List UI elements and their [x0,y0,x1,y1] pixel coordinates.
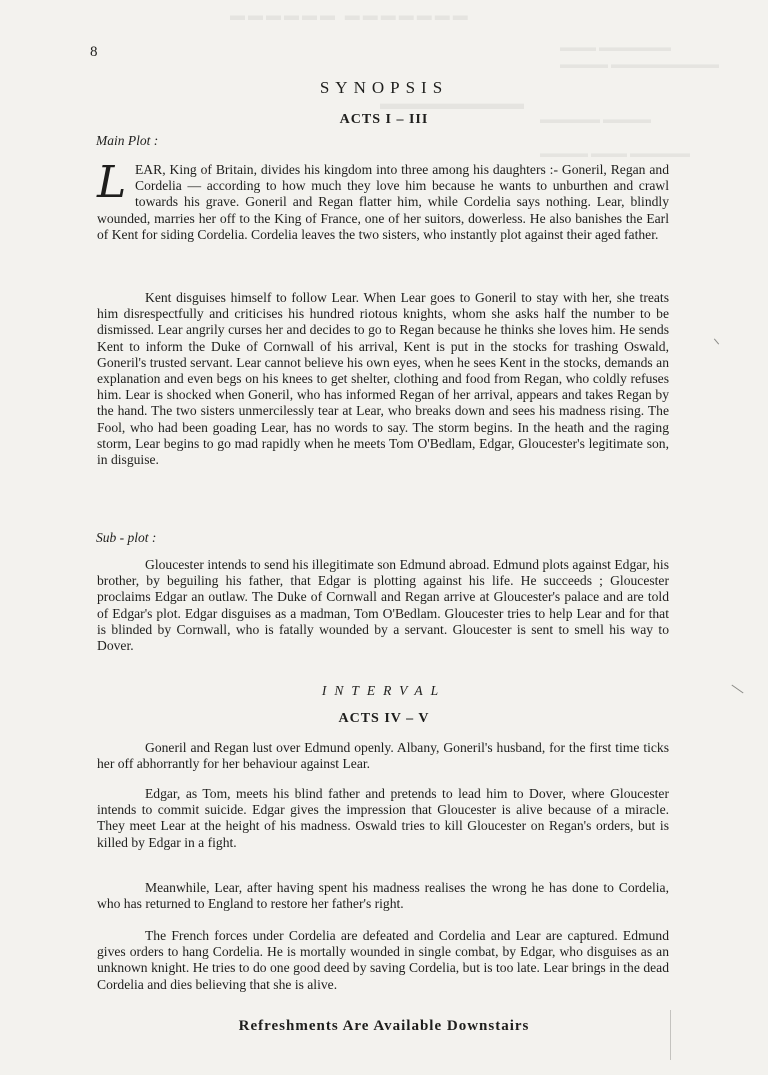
footer-notice: Refreshments Are Available Downstairs [238,1018,530,1034]
paragraph-text: Gloucester intends to send his illegitimate son Edmund abroad. Edmund plots against Edgar, his brother, by beguiling his father, that Edgar is plotting against his life. He succeeds ; Gloucester proclaims Edgar an outlaw. The Duke of Cornwall and Regan arrive at Gloucester's palace and are told of Edgar's plot. Edgar disguises as a madman, Tom O'Bedlam. Gloucester tries to help Lear and for that is blinded by Cornwall, who is fatally wounded by a servant. Gloucester is sent to smell his way to Dover. [97,557,669,654]
bleed-through-decoration: ▬▬▬▬ ▬▬▬▬▬▬▬▬▬ [560,57,719,71]
drop-cap-letter: L [97,157,127,208]
sub-plot-paragraph [97,557,669,654]
bleed-through-decoration: ▬▬▬▬▬ ▬▬▬▬ [540,112,651,126]
paragraph-text: Edgar, as Tom, meets his blind father and pretends to lead him to Dover, where Gloucester intends to commit suicide. Edgar gives the impression that Gloucester is alive because of a miracle. They meet Lear at the height of his madness. Oswald tries to kill Gloucester on Regan's orders, but is killed by Edgar in a fight. [97,786,669,850]
stray-mark [670,1010,671,1060]
bleed-through-decoration: ▬▬▬▬ ▬▬▬ ▬▬▬▬▬ [540,146,690,160]
bleed-through-decoration: ▬▬▬▬▬▬▬▬ [380,93,524,113]
acts-i-iii-heading: ACTS I – III [339,112,429,127]
paragraph-text: Goneril and Regan lust over Edmund openly. Albany, Goneril's husband, for the first time ticks her off abhorrantly for her behaviour against Lear. [97,740,669,772]
main-plot-paragraph-2 [97,290,669,468]
paragraph-text: Meanwhile, Lear, after having spent his madness realises the wrong he has done to Cordelia, who has returned to England to restore her father's right. [97,880,669,912]
bleed-through-decoration: ▬▬▬▬▬▬ ▬▬▬▬▬▬▬ [230,8,471,24]
paragraph-text: The French forces under Cordelia are defeated and Cordelia and Lear are captured. Edmund gives orders to hang Cordelia. He is mortally wounded in single combat, by Edgar, who disguises as an unknown knight. He tries to do one good deed by saving Cordelia, but is too late. Lear brings in the dead Cordelia and dies believing that she is alive. [97,928,669,992]
paragraph-text: EAR, King of Britain, divides his kingdom into three among his daughters :- Goneril, Regan and Cordelia — according to how much they love him because he wants to unburthen and crawl towards his grave. Goneril and Regan flatter him, while Cordelia says nothing. Lear, blindly wounded, marries her off to the King of France, one of her suitors, dowerless. He also banishes the Earl of Kent for siding Cordelia. Cordelia leaves the two sisters, who instantly plot against their aged father. [97,162,669,242]
acts-iv-v-heading: ACTS IV – V [338,711,430,726]
stray-mark [714,338,719,344]
main-plot-label: Main Plot : [96,133,159,148]
acts-iv-v-paragraph-1 [97,740,669,772]
acts-iv-v-paragraph-3 [97,880,669,912]
acts-iv-v-paragraph-2 [97,786,669,851]
acts-iv-v-paragraph-4 [97,928,669,993]
paragraph-text: Kent disguises himself to follow Lear. When Lear goes to Goneril to stay with her, she treats him disrespectfully and criticises his hundred riotous knights, whom she asks half the number to be dismissed. Lear angrily curses her and decides to go to Regan because he thinks she loves him. He sends Kent to inform the Duke of Cornwall of his arrival, Kent is put in the stocks for trashing Oswald, Goneril's trusted servant. Lear cannot believe his own eyes, when he sees Kent in the stocks, demands an explanation and even begs on his knees to get shelter, clothing and food from Regan, who coldly refuses him. Lear is shocked when Goneril, who has informed Regan of her arrival, appears and takes Regan by the hand. The two sisters unmercilessly tear at Lear, who breaks down and sees his madness rising. The Fool, who had been goading Lear, has no words to say. The storm begins. In the heath and the raging storm, Lear begins to go mad rapidly when he meets Tom O'Bedlam, Edgar, Gloucester's legitimate son, in disguise. [97,290,669,468]
bleed-through-decoration: ▬▬▬ ▬▬▬▬▬▬ [560,40,671,54]
main-plot-paragraph-1 [97,157,669,243]
page-number: 8 [90,44,98,60]
interval-heading: INTERVAL [321,683,447,698]
page-title: SYNOPSIS [319,78,449,97]
sub-plot-label: Sub - plot : [96,530,157,545]
